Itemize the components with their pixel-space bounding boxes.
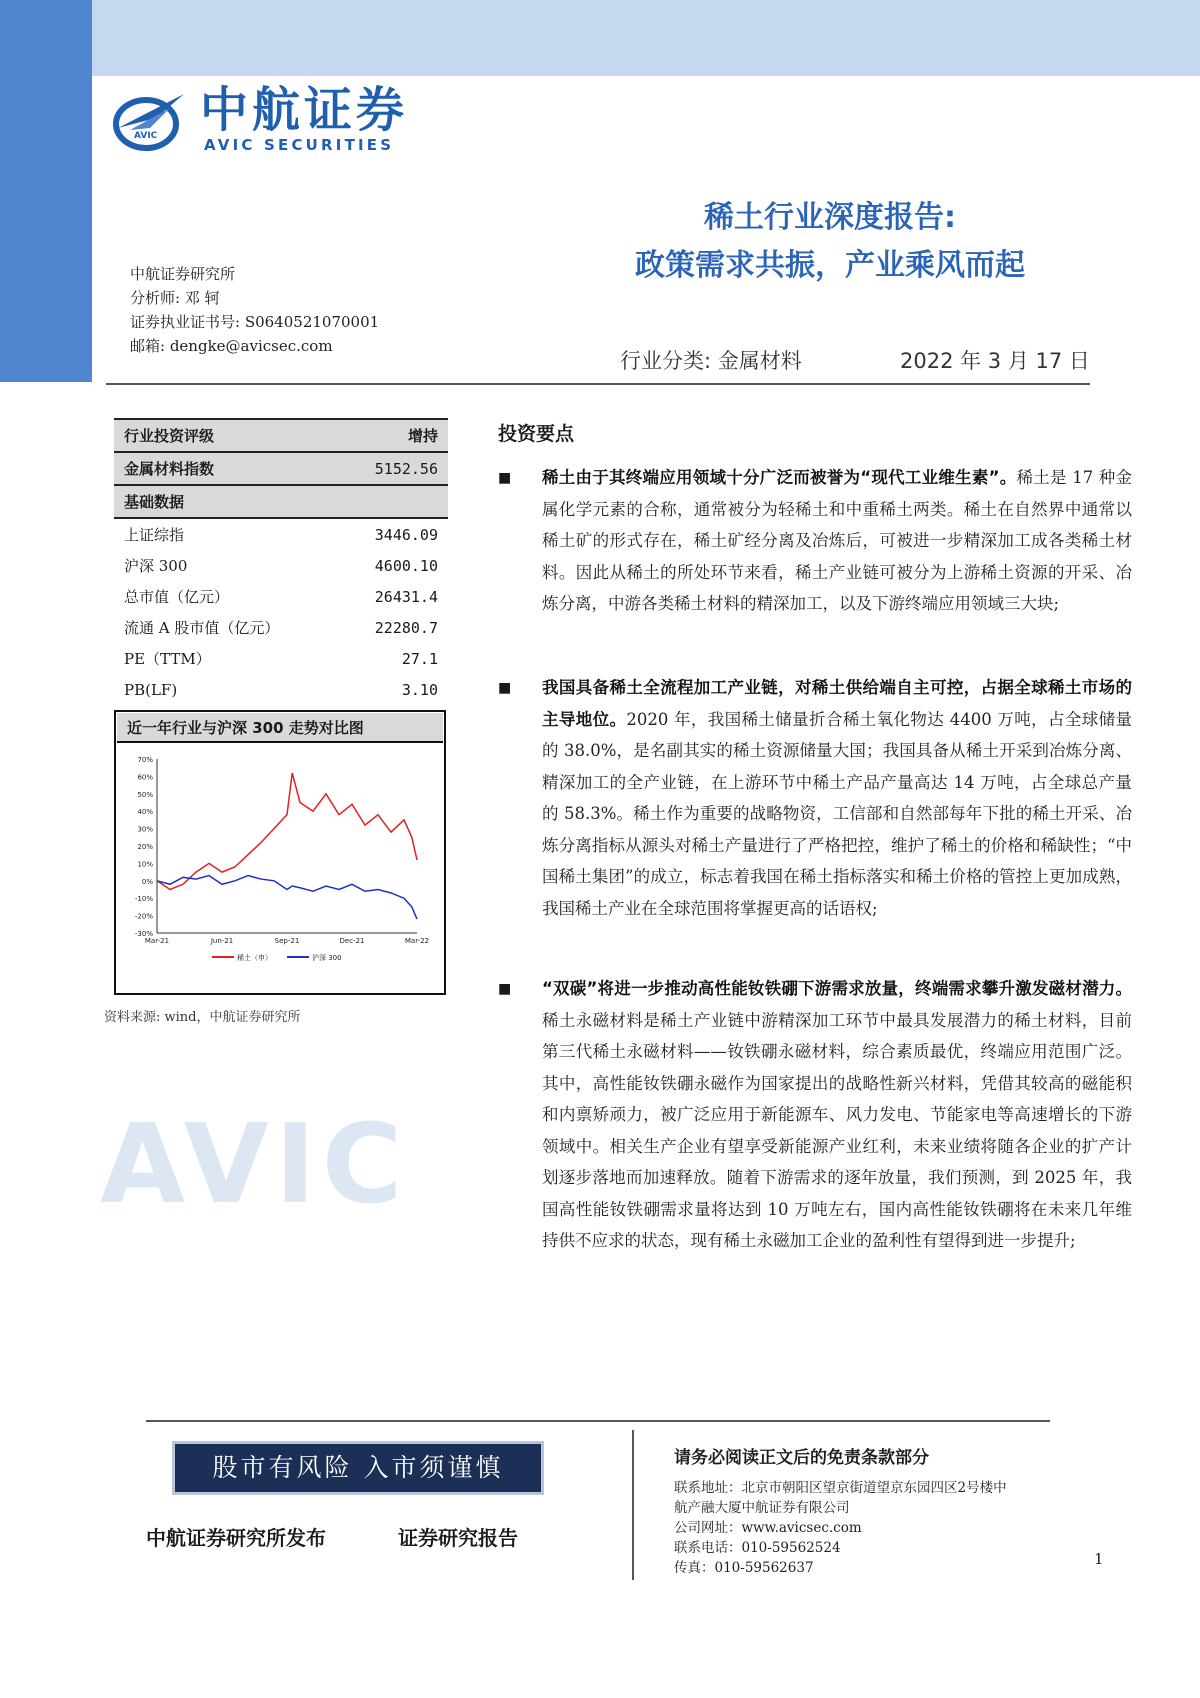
market-data-table (114, 418, 448, 705)
report-type: 证券研究报告 (398, 1526, 518, 1550)
table-row (114, 452, 448, 485)
row-label: 流通 A 股市值（亿元） (124, 619, 280, 637)
y-tick-label: 50% (137, 790, 153, 799)
table-row (114, 518, 448, 550)
contact-address-1: 联系地址：北京市朝阳区望京街道望京东园四区2号楼中 (674, 1480, 1007, 1496)
table-row (114, 674, 448, 705)
x-tick-label: Sep-21 (274, 937, 300, 945)
analyst-email: 邮箱: dengke@avicsec.com (130, 337, 333, 355)
publisher: 中航证券研究所发布 (146, 1526, 326, 1550)
divider (106, 383, 1090, 385)
license-number: 证券执业证书号: S0640521070001 (130, 313, 380, 331)
contact-website: 公司网址：www.avicsec.com (674, 1520, 862, 1536)
table-row (114, 643, 448, 674)
y-tick-label: 10% (137, 860, 153, 869)
row-value: 26431.4 (374, 587, 438, 606)
logo-emblem-text: AVIC (134, 131, 158, 141)
bullet-icon: ■ (498, 981, 512, 997)
watermark: AVIC (100, 1100, 409, 1228)
table-row (114, 612, 448, 643)
page-number: 1 (1094, 1550, 1104, 1568)
row-label: 沪深 300 (124, 557, 188, 575)
report-date: 2022 年 3 月 17 日 (900, 349, 1090, 373)
section-title: 投资要点 (498, 423, 575, 445)
bullet-paragraph-2 (542, 672, 1132, 924)
bullet-2-lead: 我国具备稀土全流程加工产业链，对稀土供给端自主可控，占据全球稀土市场的主导地位。 (542, 678, 1132, 729)
bullet-1-text: 稀土是 17 种金属化学元素的合称，通常被分为轻稀土和中重稀土两类。稀土在自然界中通常以稀土矿的形式存在，稀土矿经分离及冶炼后，可被进一步精深加工成各类稀土材料。因此从稀土的所处环节来看，稀土产业链可被分为上游稀土资源的开采、冶炼分离，中游各类稀土材料的精深加工，以及下游终端应用领域三大块; (542, 468, 1132, 613)
bullet-1-lead: 稀土由于其终端应用领域十分广泛而被誉为“现代工业维生素”。 (542, 468, 1017, 487)
chart-plot (117, 745, 443, 992)
basic-data-label: 基础数据 (114, 485, 448, 518)
index-label: 金属材料指数 (114, 452, 341, 485)
analyst-block (130, 262, 379, 358)
analyst-name: 分析师: 邓 轲 (130, 289, 220, 307)
contact-address-2: 航产融大厦中航证券有限公司 (674, 1500, 850, 1516)
bullet-3-text: 稀土永磁材料是稀土产业链中游精深加工环节中最具发展潜力的稀土材料，目前第三代稀土永磁材料——钕铁硼永磁材料，综合素质最优，终端应用范围广泛。其中，高性能钕铁硼永磁作为国家提出的战略性新兴材料，凭借其较高的磁能积和内禀矫顽力，被广泛应用于新能源车、风力发电、节能家电等高速增长的下游领域中。相关生产企业有望享受新能源产业红利，未来业绩将随各企业的扩产计划逐步落地而加速释放。随着下游需求的逐年放量，我们预测，到 2025 年，我国高性能钕铁硼需求量将达到 10 万吨左右，国内高性能钕铁硼将在未来几年维持供不应求的状态，现有稀土永磁加工企业的盈利性有望得到进一步提升; (542, 1010, 1132, 1250)
y-tick-label: -20% (134, 912, 153, 921)
y-tick-label: -30% (134, 930, 153, 938)
series-line (157, 876, 417, 920)
bullet-icon: ■ (498, 470, 512, 486)
y-tick-label: 40% (137, 808, 153, 817)
rating-label: 行业投资评级 (114, 419, 341, 452)
bullet-paragraph-3 (542, 973, 1132, 1257)
y-tick-label: 70% (137, 756, 153, 764)
chart-title: 近一年行业与沪深 300 走势对比图 (117, 713, 443, 743)
legend-label: 稀土（申） (237, 954, 272, 962)
contact-block (674, 1478, 1007, 1578)
series-line (157, 773, 417, 890)
legend-label: 沪深 300 (312, 954, 342, 962)
row-label: PB(LF) (124, 680, 178, 699)
footer-vertical-divider (632, 1430, 634, 1580)
side-band (0, 0, 92, 382)
risk-warning: 股市有风险 入市须谨慎 (172, 1441, 544, 1495)
y-tick-label: 60% (137, 773, 153, 782)
industry-category: 行业分类: 金属材料 (620, 349, 802, 373)
bullet-icon: ■ (498, 680, 512, 696)
row-label: 总市值（亿元） (124, 588, 230, 606)
index-value: 5152.56 (341, 452, 449, 485)
institute: 中航证券研究所 (130, 265, 236, 283)
source-note: 资料来源: wind，中航证券研究所 (104, 1010, 301, 1025)
contact-phone: 联系电话：010-59562524 (674, 1540, 841, 1556)
x-tick-label: Mar-21 (144, 937, 170, 945)
logo-chinese: 中航证券 (200, 82, 409, 138)
table-row (114, 485, 448, 518)
rating-value: 增持 (341, 419, 449, 452)
contact-fax: 传真：010-59562637 (674, 1560, 814, 1576)
row-value: 3.10 (401, 680, 438, 699)
avic-logo-icon (110, 88, 190, 152)
y-tick-label: 30% (137, 825, 153, 834)
x-tick-label: Dec-21 (339, 937, 365, 945)
row-value: 4600.10 (374, 556, 438, 575)
bullet-3-lead: “双碳”将进一步推动高性能钕铁硼下游需求放量，终端需求攀升激发磁材潜力。 (542, 979, 1132, 998)
bullet-2-text: 2020 年，我国稀土储量折合稀土氧化物达 4400 万吨，占全球储量的 38.0%，是名副其实的稀土资源储量大国；我国具备从稀土开采到冶炼分离、精深加工的全产业链，在上游环节中稀土产品产量高达 14 万吨，占全球总产量的 58.3%。稀土作为重要的战略物资，工信部和自然部每年下批的稀土开采、冶炼分离指标从源头对稀土产量进行了严格把控，维护了稀土的价格和稀缺性；“中国稀土集团”的成立，标志着我国在稀土指标落实和稀土价格的管控上更加成熟，我国稀土产业在全球范围将掌握更高的话语权; (542, 709, 1133, 918)
y-tick-label: 20% (137, 843, 153, 851)
row-label: 上证综指 (124, 526, 185, 544)
y-tick-label: -10% (134, 895, 153, 904)
row-label: PE（TTM） (124, 650, 211, 668)
report-title-line1: 稀土行业深度报告: (704, 200, 956, 235)
row-value: 3446.09 (374, 525, 438, 544)
x-tick-label: Jun-21 (210, 937, 234, 945)
bullet-paragraph-1 (542, 462, 1132, 620)
header-band (0, 0, 1200, 76)
row-value: 27.1 (401, 649, 438, 668)
table-row (114, 419, 448, 452)
report-title-line2: 政策需求共振，产业乘风而起 (635, 248, 1025, 283)
disclaimer-note: 请务必阅读正文后的免责条款部分 (674, 1448, 929, 1468)
x-tick-label: Mar-22 (404, 937, 430, 945)
footer-divider (146, 1420, 1050, 1422)
table-row (114, 581, 448, 612)
logo-english: AVIC SECURITIES (204, 136, 395, 154)
row-value: 22280.7 (374, 618, 438, 637)
y-tick-label: 0% (141, 877, 153, 886)
table-row (114, 550, 448, 581)
